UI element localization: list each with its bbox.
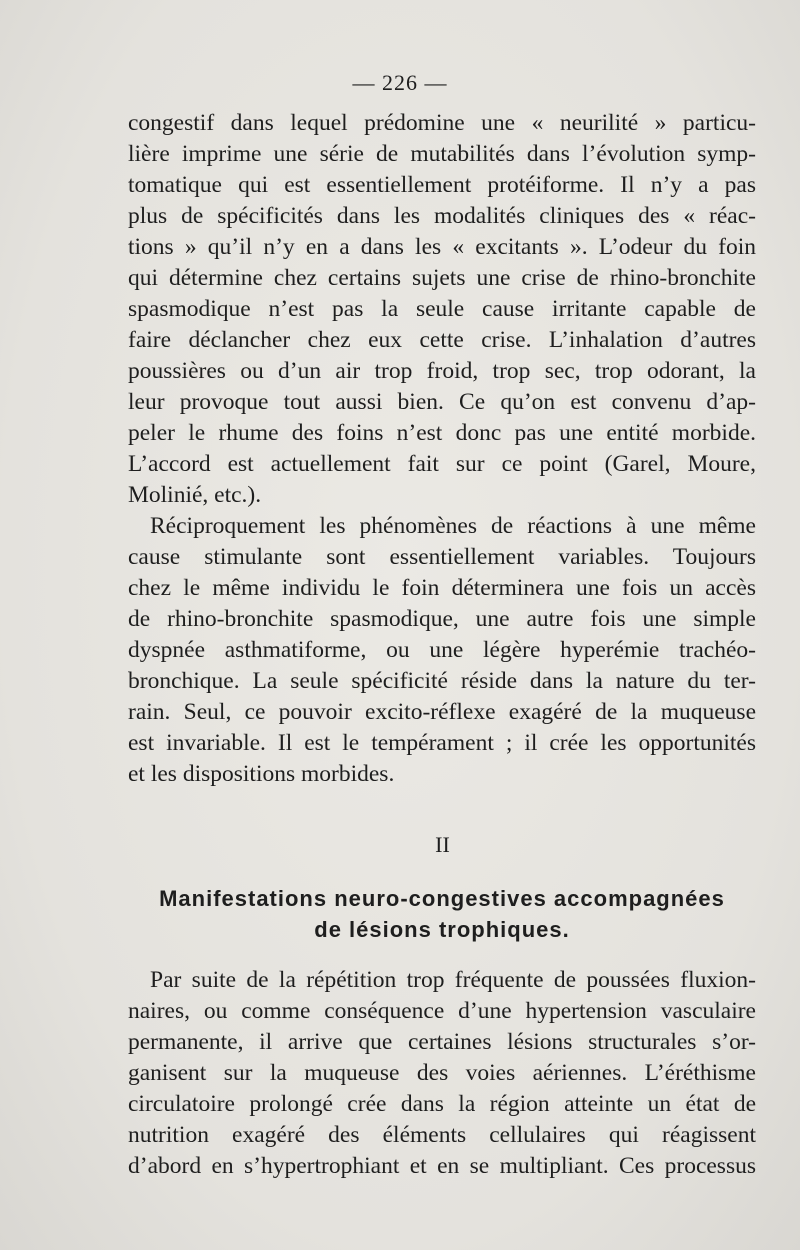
paragraph-line: Réciproquement les phénomènes de réactions à une même	[150, 513, 756, 539]
section-heading-line: de lésions trophiques.	[314, 917, 570, 942]
page-number: — 226 —	[352, 70, 448, 95]
paragraph-line: bronchique. La seule spécificité réside dans la nature du ter-	[128, 668, 756, 694]
section-numeral: II	[435, 832, 450, 857]
paragraph-line: cause stimulante sont essentiellement variables. Toujours	[128, 544, 756, 570]
paragraph-line: lière imprime une série de mutabilités dans l’évolution symp-	[128, 141, 756, 167]
paragraph-line: Molinié, etc.).	[128, 482, 262, 508]
paragraph-line: Par suite de la répétition trop fréquente de poussées fluxion-	[150, 967, 756, 993]
paragraph-line: plus de spécificités dans les modalités cliniques des « réac-	[128, 203, 756, 229]
paragraph-line: faire déclancher chez eux cette crise. L’inhalation d’autres	[128, 327, 756, 353]
paragraph-line: rain. Seul, ce pouvoir excito-réflexe exagéré de la muqueuse	[128, 699, 756, 725]
paragraph-line: L’accord est actuellement fait sur ce point (Garel, Moure,	[128, 451, 756, 477]
paragraph-line: permanente, il arrive que certaines lésions structurales s’or-	[128, 1029, 756, 1055]
paragraph-line: d’abord en s’hypertrophiant et en se multipliant. Ces processus	[128, 1153, 756, 1179]
paragraph-line: spasmodique n’est pas la seule cause irritante capable de	[128, 296, 756, 322]
paragraph-line: ganisent sur la muqueuse des voies aériennes. L’éréthisme	[128, 1060, 756, 1086]
paragraph-line: nutrition exagéré des éléments cellulaires qui réagissent	[128, 1122, 756, 1148]
paragraph-line: chez le même individu le foin déterminera une fois un accès	[128, 575, 756, 601]
paragraph-2	[128, 511, 756, 790]
paragraph-line: circulatoire prolongé crée dans la région atteinte un état de	[128, 1091, 756, 1117]
paragraph-line: dyspnée asthmatiforme, ou une légère hyperémie trachéo-	[128, 637, 756, 663]
paragraph-line: peler le rhume des foins n’est donc pas une entité morbide.	[128, 420, 756, 446]
paragraph-line: naires, ou comme conséquence d’une hypertension vasculaire	[128, 998, 756, 1024]
paragraph-line: congestif dans lequel prédomine une « neurilité » particu-	[128, 110, 756, 136]
section-heading	[128, 883, 756, 945]
paragraph-line: poussières ou d’un air trop froid, trop sec, trop odorant, la	[128, 358, 756, 384]
paragraph-line: et les dispositions morbides.	[128, 761, 395, 787]
paragraph-line: tomatique qui est essentiellement protéiforme. Il n’y a pas	[128, 172, 756, 198]
section-heading-line: Manifestations neuro-congestives accompagnées	[159, 886, 725, 911]
paragraph-line: leur provoque tout aussi bien. Ce qu’on est convenu d’ap-	[128, 389, 756, 415]
paragraph-3	[128, 965, 756, 1182]
paragraph-line: tions » qu’il n’y en a dans les « excitants ». L’odeur du foin	[128, 234, 756, 260]
paragraph-line: est invariable. Il est le tempérament ; il crée les opportunités	[128, 730, 756, 756]
paragraph-line: qui détermine chez certains sujets une crise de rhino-bronchite	[128, 265, 756, 291]
paragraph-1	[128, 108, 756, 511]
paragraph-line: de rhino-bronchite spasmodique, une autre fois une simple	[128, 606, 756, 632]
